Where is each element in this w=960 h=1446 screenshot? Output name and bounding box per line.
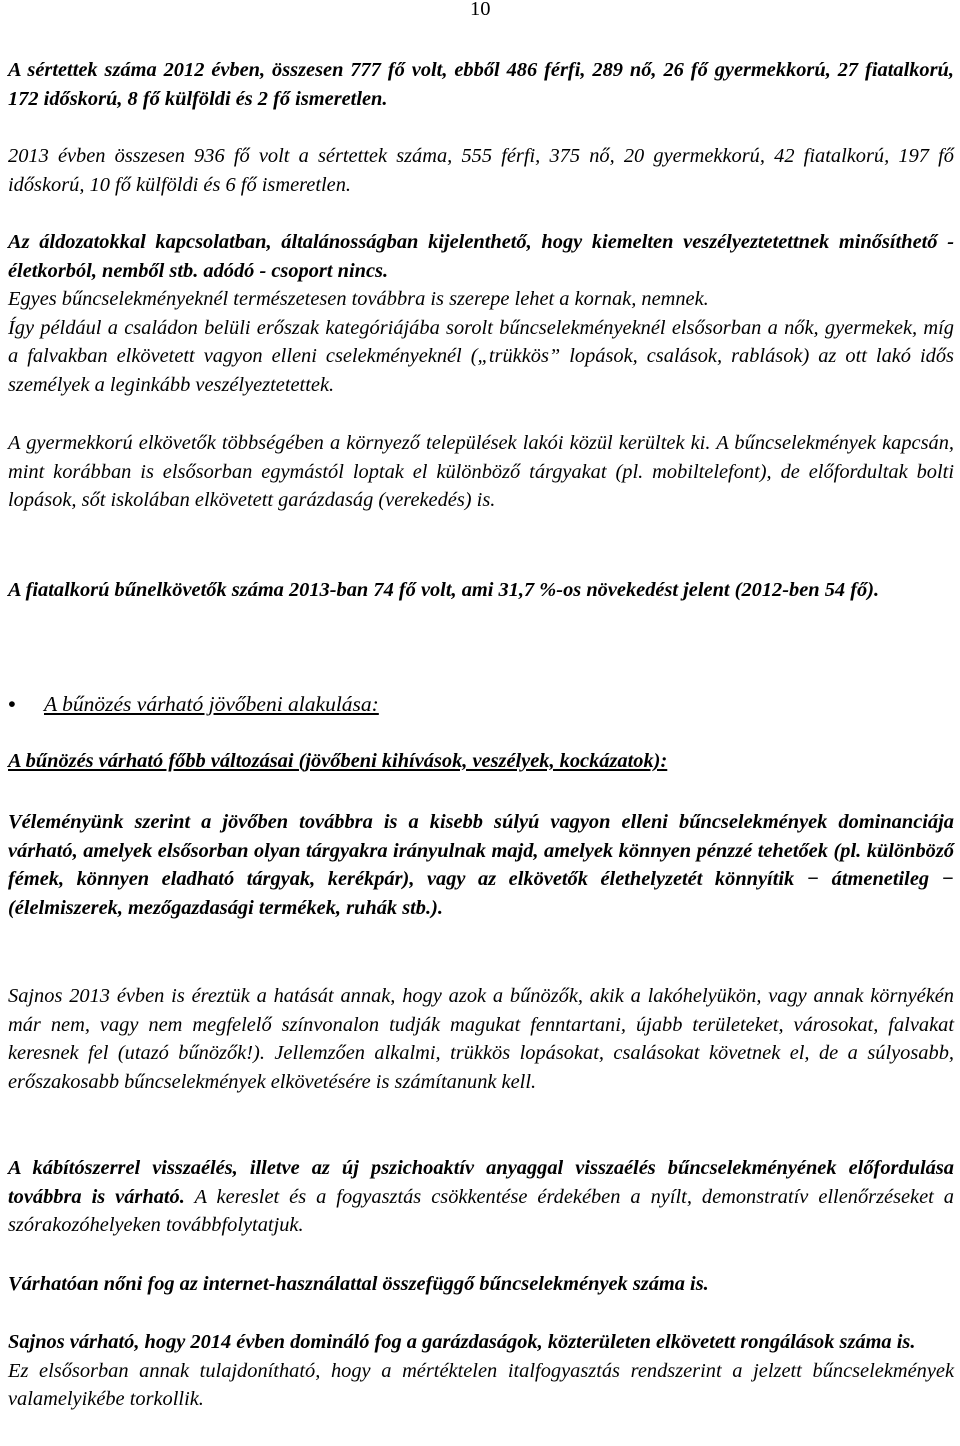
paragraph-victims-2012: A sértettek száma 2012 évben, összesen 777 fő volt, ebből 486 férfi, 289 nő, 26 fő gyermekkorú, 27 fiatalkorú, 172 időskorú, 8 fő külföldi és 2 fő ismeretlen.	[8, 59, 954, 110]
victims-groups-line3: Így például a családon belüli erőszak kategóriájába sorolt bűncselekményeknél elsősorban a nők, gyermekek, míg a falvakban elkövetett vagyon elleni cselekményeknél („trükkös” lopások, csalások, rablások) az ott lakó idős személyek a leginkább veszélyeztetettek.	[8, 316, 954, 396]
victims-groups-line2: Egyes bűncselekményeknél természetesen továbbra is szerepe lehet a kornak, nemnek.	[8, 288, 709, 311]
vandalism-bold: Sajnos várható, hogy 2014 évben domináló fog a garázdaságok, közterületen elkövetett rongálások száma is.	[8, 1331, 916, 1353]
drugs-bold: A kábítószerrel visszaélés, illetve az új pszichoaktív anyaggal visszaélés bűncselekményének előfordulása továbbra is várható.	[8, 1157, 954, 1208]
victims-groups-bold: Az áldozatokkal kapcsolatban, általánosságban kijelenthető, hogy kiemelten veszélyeztetettnek minősíthető - életkorból, nemből stb. adódó - csoport nincs.	[8, 231, 954, 282]
drugs-rest: A kereslet és a fogyasztás csökkentése érdekében a nyílt, demonstratív ellenőrzéseket a szórakozóhelyeken továbbfolytatjuk.	[8, 1185, 954, 1237]
paragraph-vandalism	[8, 1328, 954, 1414]
section-heading-title: A bűnözés várható jövőbeni alakulása:	[44, 692, 379, 716]
page-number: 10	[470, 0, 491, 20]
paragraph-travelling-offenders: Sajnos 2013 évben is éreztük a hatását annak, hogy azok a bűnözők, akik a lakóhelyükön, vagy annak környékén már nem, vagy nem megfelelő színvonalon tudják magukat fenntartani, újabb területeket, városokat, falvakat keresnek fel (utazó bűnözők!). Jellemzően alkalmi, trükkös lopásokat, csalásokat követnek el, de a súlyosabb, erőszakosabb bűncselekmények elkövetésére is számítanunk kell.	[8, 985, 954, 1093]
bullet-icon: •	[8, 692, 16, 716]
paragraph-internet-crimes: Várhatóan nőni fog az internet-használattal összefüggő bűncselekmények száma is.	[8, 1273, 709, 1295]
section-heading-bullet	[8, 690, 954, 718]
paragraph-victims-2013: 2013 évben összesen 936 fő volt a sértettek száma, 555 férfi, 375 nő, 20 gyermekkorú, 42 fiatalkorú, 197 fő időskorú, 10 fő külföldi és 6 fő ismeretlen.	[8, 145, 954, 196]
paragraph-victims-groups	[8, 228, 954, 400]
paragraph-child-offenders: A gyermekkorú elkövetők többségében a környező települések lakói közül kerültek ki. A bűncselekmények kapcsán, mint korábban is elsősorban egymástól loptak el különböző tárgyakat (pl. mobiltelefont), de előfordultak bolti lopások, sőt iskolában elkövetett garázdaság (verekedés) is.	[8, 432, 954, 512]
paragraph-property-crimes: Véleményünk szerint a jövőben továbbra is a kisebb súlyú vagyon elleni bűncselekmények dominanciája várható, amelyek elsősorban olyan tárgyakra irányulnak majd, amelyek könnyen pénzzé tehetőek (pl. különböző fémek, könnyen eladható tárgyak, kerékpár), vagy az elkövetők élethelyzetét könnyítik − átmenetileg − (élelmiszerek, mezőgazdasági termékek, ruhák stb.).	[8, 811, 954, 919]
vandalism-rest: Ez elsősorban annak tulajdonítható, hogy a mértéktelen italfogyasztás rendszerint a jelzett bűncselekmények valamelyikébe torkollik.	[8, 1359, 954, 1411]
paragraph-drugs	[8, 1154, 954, 1240]
subheading-changes: A bűnözés várható főbb változásai (jövőbeni kihívások, veszélyek, kockázatok):	[8, 750, 668, 772]
paragraph-juvenile-offenders: A fiatalkorú bűnelkövetők száma 2013-ban 74 fő volt, ami 31,7 %-os növekedést jelent (2012-ben 54 fő).	[8, 579, 880, 601]
